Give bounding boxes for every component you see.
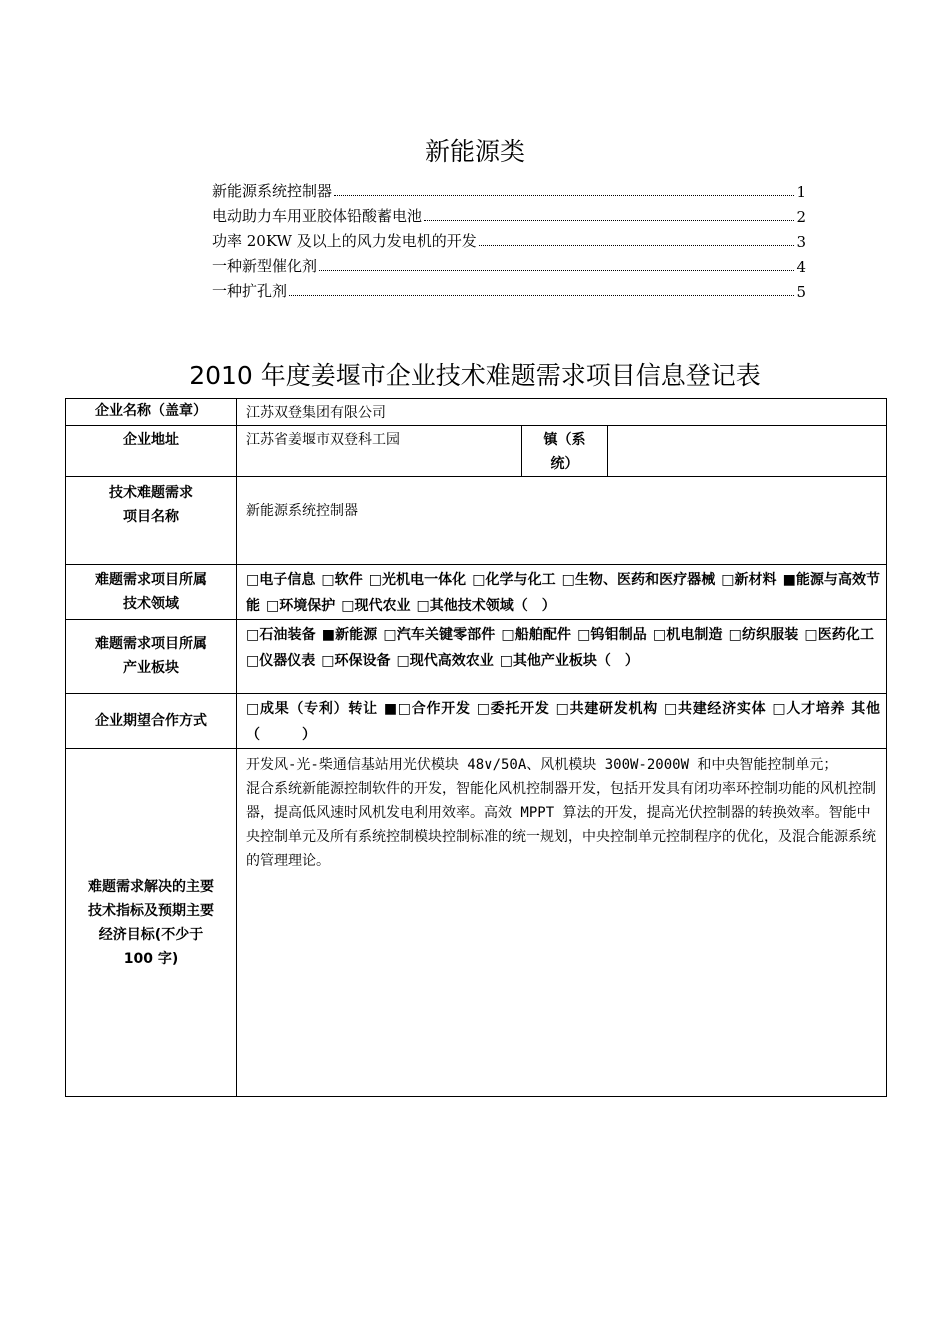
- company-address-value: 江苏省姜堰市双登科工园: [237, 426, 522, 477]
- tech-field-option[interactable]: ■能源与高效节能: [246, 572, 881, 614]
- registration-form-table: [65, 398, 887, 1097]
- toc-entry-label: 新能源系统控制器: [212, 182, 333, 200]
- industry-option[interactable]: □其他产业板块（ ）: [499, 653, 639, 669]
- company-name-label: 企业名称（盖章）: [66, 399, 237, 426]
- town-label-line: 镇（系: [543, 432, 586, 448]
- toc-title: 新能源类: [424, 137, 525, 166]
- row-company-name: [66, 399, 887, 426]
- toc-entry-page: 5: [796, 283, 806, 301]
- form-title: 2010 年度姜堰市企业技术难题需求项目信息登记表: [189, 361, 761, 390]
- cooperation-option[interactable]: ■□合作开发: [383, 701, 471, 717]
- cooperation-option[interactable]: □成果（专利）转让: [246, 701, 378, 717]
- toc-leader: [319, 270, 794, 271]
- goals-label-line: 技术指标及预期主要: [88, 902, 214, 919]
- cooperation-option[interactable]: □共建研发机构: [555, 701, 658, 717]
- table-of-contents: [212, 176, 806, 301]
- goals-value: [237, 749, 887, 1097]
- industry-label-line: 产业板块: [123, 660, 179, 676]
- row-tech-field: [66, 565, 887, 620]
- town-label-line: 统）: [550, 456, 579, 472]
- tech-field-label-line: 难题需求项目所属: [95, 572, 207, 588]
- toc-leader: [334, 195, 794, 196]
- goals-label-line: 100 字): [123, 950, 179, 967]
- toc-entry-page: 1: [796, 183, 806, 201]
- project-name-label-line: 技术难题需求: [109, 485, 193, 501]
- industry-option[interactable]: □现代高效农业: [396, 653, 494, 669]
- tech-field-option[interactable]: □生物、医药和医疗器械: [561, 572, 716, 588]
- tech-field-options: [237, 565, 887, 620]
- goals-label: [66, 749, 237, 1097]
- toc-entry-page: 3: [796, 233, 806, 251]
- industry-option[interactable]: □石油装备: [246, 627, 316, 643]
- goals-paragraph: 混合系统新能源控制软件的开发，智能化风机控制器开发，包括开发具有闭功率环控制功能的风机控制器，提高低风速时风机发电利用效率。高效 MPPT 算法的开发，提高光伏控制器的转换效率。智能中央控制单元及所有系统控制模块控制标准的统一规划，中央控制单元控制程序的优化，及混合能源系统的管理理论。: [246, 781, 876, 869]
- tech-field-option[interactable]: □新材料: [721, 572, 777, 588]
- cooperation-label: 企业期望合作方式: [66, 694, 237, 749]
- goals-label-line: 经济目标(不少于: [98, 926, 204, 943]
- row-project-name: [66, 477, 887, 565]
- toc-entry[interactable]: [212, 176, 806, 201]
- row-company-address: [66, 426, 887, 477]
- industry-option[interactable]: □机电制造: [652, 627, 723, 643]
- tech-field-option[interactable]: □化学与化工: [472, 572, 556, 588]
- toc-entry[interactable]: [212, 226, 806, 251]
- project-name-label: [66, 477, 237, 565]
- project-name-value: 新能源系统控制器: [237, 477, 887, 565]
- company-address-label: 企业地址: [66, 426, 237, 477]
- tech-field-option[interactable]: □环境保护: [266, 598, 336, 614]
- tech-field-label: [66, 565, 237, 620]
- cooperation-option[interactable]: □人才培养: [772, 701, 846, 717]
- toc-leader: [289, 295, 794, 296]
- industry-option[interactable]: □仪器仪表: [246, 653, 316, 669]
- toc-entry[interactable]: [212, 251, 806, 276]
- cooperation-option[interactable]: □委托开发: [476, 701, 550, 717]
- toc-entry-label: 一种新型催化剂: [212, 257, 318, 275]
- tech-field-option[interactable]: □软件: [321, 572, 363, 588]
- cooperation-option[interactable]: □共建经济实体: [664, 701, 767, 717]
- row-cooperation: [66, 694, 887, 749]
- industry-option[interactable]: □汽车关键零部件: [383, 627, 496, 643]
- toc-entry-page: 4: [796, 258, 806, 276]
- tech-field-option[interactable]: □其他技术领域（ ）: [416, 598, 556, 614]
- toc-entry-label: 电动助力车用亚胶体铅酸蓄电池: [212, 207, 423, 225]
- industry-option[interactable]: □钨钼制品: [577, 627, 647, 643]
- tech-field-option[interactable]: □电子信息: [246, 572, 316, 588]
- toc-entry[interactable]: [212, 276, 806, 301]
- industry-option[interactable]: □船舶配件: [501, 627, 572, 643]
- town-value: [608, 426, 887, 477]
- project-name-label-line: 项目名称: [123, 509, 179, 525]
- tech-field-option[interactable]: □现代农业: [341, 598, 411, 614]
- industry-option[interactable]: □医药化工: [804, 627, 874, 643]
- toc-entry-label: 一种扩孔剂: [212, 282, 288, 300]
- cooperation-option[interactable]: 其他（ ）: [246, 701, 881, 743]
- industry-label-line: 难题需求项目所属: [95, 636, 207, 652]
- industry-option[interactable]: ■新能源: [321, 627, 378, 643]
- row-industry: [66, 620, 887, 694]
- industry-options: [237, 620, 887, 694]
- toc-leader: [424, 220, 794, 221]
- industry-option[interactable]: □环保设备: [321, 653, 391, 669]
- industry-label: [66, 620, 237, 694]
- goals-label-line: 难题需求解决的主要: [88, 878, 214, 895]
- cooperation-options: [237, 694, 887, 749]
- town-label: [522, 426, 608, 477]
- row-goals: [66, 749, 887, 1097]
- toc-entry-page: 2: [796, 208, 806, 226]
- toc-leader: [479, 245, 795, 246]
- toc-entry-label: 功率 20KW 及以上的风力发电机的开发: [212, 232, 477, 250]
- toc-entry[interactable]: [212, 201, 806, 226]
- goals-paragraph: 开发风-光-柴通信基站用光伏模块 48∨/50A、风机模块 300W-2000W 和中央智能控制单元；: [246, 757, 838, 773]
- tech-field-option[interactable]: □光机电一体化: [368, 572, 467, 588]
- company-name-value: 江苏双登集团有限公司: [237, 399, 887, 426]
- industry-option[interactable]: □纺织服装: [728, 627, 799, 643]
- tech-field-label-line: 技术领域: [123, 596, 179, 612]
